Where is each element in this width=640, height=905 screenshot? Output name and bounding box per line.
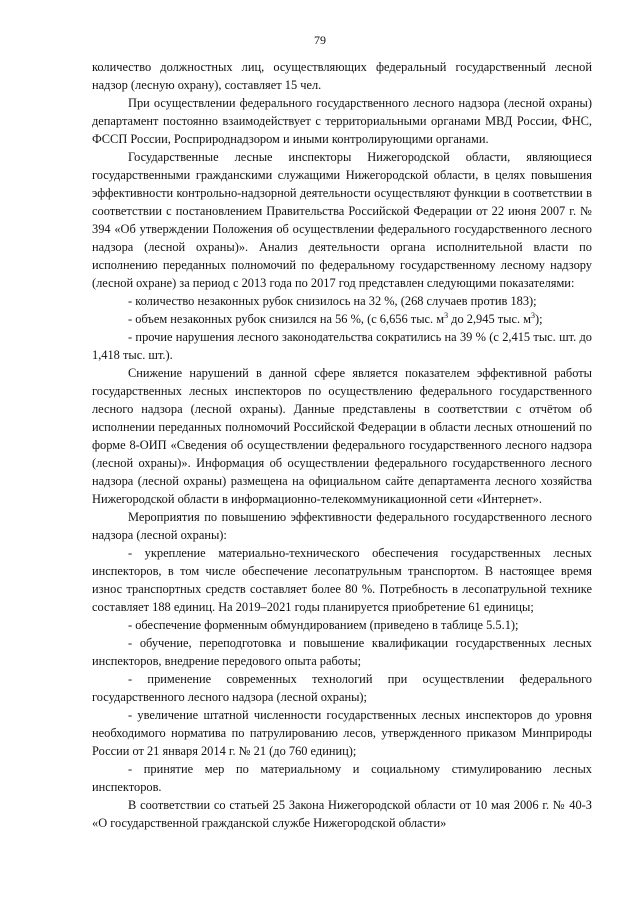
list-item-illegal-logging-volume [92,310,592,328]
superscript-cubic-1: 3 [444,311,449,320]
list-item-staff-increase: - увеличение штатной численности государственных лесных инспекторов до уровня необходимого норматива по патрулированию лесов, утвержденного приказом Минприроды России от 21 января 2014 г. № 21 (до 760 единиц); [92,708,592,758]
list-item-illegal-logging-count: - количество незаконных рубок снизилось на 32 %, (268 случаев против 183); [128,294,537,308]
paragraph-violation-reduction: Снижение нарушений в данной сфере является показателем эффективной работы государственных лесных инспекторов по осуществлению федерального государственного лесного надзора (лесной охраны). Данные представлены в соответствии с отчётом об исполнении переданных полномочий Российской Федерации в области лесных отношений по форме 8-ОИП «Сведения об осуществлении федерального государственного лесного надзора (лесной охраны)». Информация об осуществлении федерального государственного лесного надзора (лесной охраны) размещена на официальном сайте департамента лесного хозяйства Нижегородской области в информационно-телекоммуникационной сети «Интернет». [92,366,592,506]
list-item-other-violations: - прочие нарушения лесного законодательства сократились на 39 % (с 2,415 тыс. шт. до 1,418 тыс. шт.). [92,330,592,362]
volume-text-end: ); [535,312,543,326]
page-body [92,58,592,832]
volume-text-start: - объем незаконных рубок снизился на 56 %, (с 6,656 тыс. м [128,312,445,326]
list-item-uniforms: - обеспечение форменным обмундированием (приведено в таблице 5.5.1); [128,618,519,632]
paragraph-interaction: При осуществлении федерального государственного лесного надзора (лесной охраны) департамент постоянно взаимодействует с территориальными органами МВД России, ФНС, ФССП России, Росприроднадзором и иными контролирующими органами. [92,96,592,146]
list-item-technologies: - применение современных технологий при осуществлении федерального государственного лесного надзора (лесной охраны); [92,672,592,704]
list-item-material-support: - укрепление материально-технического обеспечения государственных лесных инспекторов, в том числе обеспечение лесопатрульным транспортом. В настоящее время износ транспортных средств составляет более 80 %. Потребность в лесопатрульной технике составляет 188 единиц. На 2019–2021 годы планируется приобретение 61 единицы; [92,546,592,614]
paragraph-law-reference: В соответствии со статьей 25 Закона Нижегородской области от 10 мая 2006 г. № 40-З «О государственной гражданской службе Нижегородской области» [92,798,592,830]
list-item-training: - обучение, переподготовка и повышение квалификации государственных лесных инспекторов, внедрение передового опыта работы; [92,636,592,668]
paragraph-measures-intro: Мероприятия по повышению эффективности федерального государственного лесного надзора (лесной охраны): [92,510,592,542]
superscript-cubic-2: 3 [531,311,536,320]
page-number: 79 [314,33,326,47]
volume-text-middle: до 2,945 тыс. м [448,312,532,326]
paragraph-inspectors-count: количество должностных лиц, осуществляющих федеральный государственный лесной надзор (лесную охрану), составляет 15 чел. [92,60,592,92]
list-item-incentives: - принятие мер по материальному и социальному стимулированию лесных инспекторов. [92,762,592,794]
paragraph-forest-inspectors: Государственные лесные инспекторы Нижегородской области, являющиеся государственными гражданскими служащими Нижегородской области, в целях повышения эффективности контрольно-надзорной деятельности осуществляют функции в соответствии в соответствии с постановлением Правительства Российской Федерации от 22 июня 2007 г. № 394 «Об утверждении Положения об осуществлении федерального государственного лесного надзора (лесной охраны)». Анализ деятельности органа исполнительной власти по исполнению переданных полномочий по федеральному государственному лесному надзору (лесной охране) за период с 2013 года по 2017 год представлен следующими показателями: [92,150,592,290]
